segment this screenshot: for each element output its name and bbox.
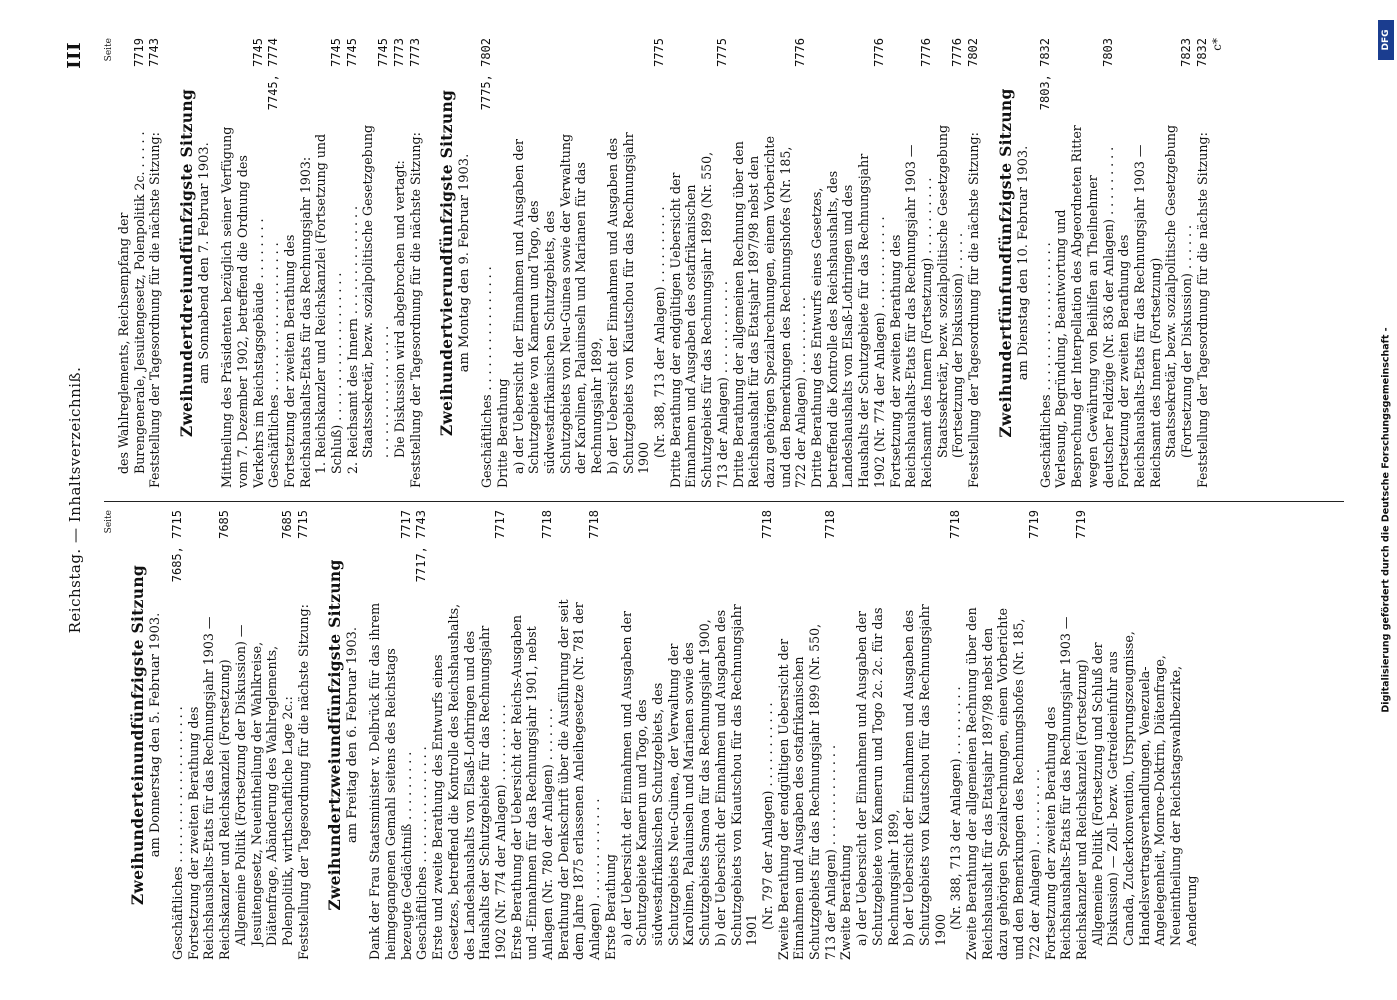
toc-entry-pages: 7773: [407, 38, 422, 67]
toc-entry-text: Allgemeine Politik (Fortsetzung und Schluß der Diskussion) — Zoll- bezw. Getreideeinfuhr aus Canada, Zuckerkonvention, Ursprungszeugnisse, Handelsvertragsverhandlungen, Venezuela-Angelegenheit, Monroe-Doktrin, Diätenfrage, Neueintheilung der Reichstagswahlbezirke, Aenderung: [1089, 631, 1199, 946]
seite-label: Seite: [104, 38, 114, 62]
toc-entry-pages: 7775: [651, 38, 666, 67]
toc-entry: [935, 38, 966, 488]
toc-entry-text: Mittheilung des Präsidenten bezüglich seiner Verfügung vom 7. Dezember 1902, betreffend die Ordnung des Verkehrs im Reichstagsgebäude . . . . . . . .: [219, 126, 266, 488]
sitzung-title: Zweihundertvierundfünfzigste Sitzung: [437, 89, 457, 437]
sitzung-section: [116, 38, 163, 488]
toc-entry-pages: 7745: [376, 38, 391, 67]
toc-entry: [619, 510, 713, 960]
toc-entry-text: b) der Uebersicht der Einnahmen und Ausgaben des Schutzgebiets von Kiautschou für das Rechnungsjahr 1900: [604, 132, 652, 474]
toc-entry: [367, 510, 414, 960]
signature-mark: c*: [1210, 38, 1225, 51]
stamp-text: Digitalisierung gefördert durch die Deutsche Forschungsgemeinschaft -: [1380, 327, 1392, 713]
toc-entry: [282, 38, 313, 488]
toc-entry: [966, 38, 982, 488]
toc-entry-text: Zweite Berathung: [838, 844, 854, 960]
toc-entry: [345, 38, 361, 488]
toc-entry-text: Die Diskussion wird abgebrochen und vertagt:: [391, 160, 407, 458]
toc-entry: [392, 38, 408, 488]
toc-entry-pages: 7775, 7802: [479, 38, 494, 111]
toc-entry: [603, 510, 619, 960]
toc-entry-pages: 7832: [1194, 38, 1209, 67]
toc-entry: [854, 510, 901, 960]
toc-entry-text: Allgemeine Politik (Fortsetzung der Diskussion) — Jesuitengesetz, Neueintheilung der Wahlkreise, Diätenfrage, Abänderung des Wahlreglements, Polenpolitik, wirthschaftliche Lage 2c.:: [232, 624, 295, 946]
dfg-logo: [1378, 20, 1394, 60]
toc-entry-pages: 7685, 7715: [170, 510, 184, 583]
toc-entry-text: Dritte Berathung: [494, 378, 510, 488]
toc-entry-text: Geschäftliches . . . . . . . . . . . . . . . . . . .: [266, 242, 282, 488]
toc-entry-pages: 7745: [250, 38, 265, 67]
toc-entry: [1043, 510, 1090, 960]
left-column: [104, 510, 1344, 960]
toc-entry: [479, 38, 495, 488]
sitzung-section: [996, 38, 1211, 488]
toc-entry-pages: 7717, 7743: [414, 510, 429, 583]
toc-entry-text: Geschäftliches . . . . . . . . . . . . . . . . . . . .: [170, 706, 185, 960]
toc-entry: [296, 510, 312, 960]
sitzung-date: am Freitag den 6. Februar 1903.: [345, 627, 361, 844]
toc-entry-pages: 7718: [822, 510, 837, 539]
toc-entry: [509, 510, 556, 960]
toc-entry-pages: 7719: [1073, 510, 1088, 539]
toc-entry-pages: 7776: [918, 38, 933, 67]
toc-entry-pages: 7803, 7832: [1037, 38, 1052, 111]
toc-entry-text: a) der Uebersicht der Einnahmen und Ausgaben der Schutzgebiete von Kamerun und Togo 2c. 2c. für das Rechnungsjahr 1899,: [854, 607, 901, 946]
toc-entry-text: des Wahlreglements, Reichsempfang der Burengenerale, Jesuitengesetz, Polenpolitik 2c. . . . . .: [116, 131, 147, 474]
toc-entry: [888, 38, 935, 488]
toc-entry-pages: 7776: [950, 38, 965, 67]
toc-entry-pages: 7718: [540, 510, 555, 539]
toc-entry-text: a) der Uebersicht der Einnahmen und Ausgaben der Schutzgebiete Kamerun und Togo, des südwestafrikanischen Schutzgebiets, des Schutzgebiets Neu-Guinea, der Verwaltung der Karolinen, Palauinseln und Marianen sowie des Schutzgebiets Samoa für das Rechnungsjahr 1900,: [618, 610, 713, 946]
toc-entry-pages: 7776: [793, 38, 808, 67]
sitzung-title: Zweihunderteinundfünfzigste Sitzung: [128, 564, 147, 906]
toc-entry-text: Staatssekretär, bezw. sozialpolitische Gesetzgebung (Fortsetzung der Diskussion) . . . . . .: [1163, 124, 1195, 458]
toc-entry: [219, 38, 266, 488]
toc-entry-pages: 7823: [1179, 38, 1194, 67]
running-head: [58, 30, 92, 970]
sitzung-date: am Sonnabend den 7. Februar 1903.: [197, 142, 213, 384]
toc-entry-text: Dritte Berathung der endgültigen Uebersicht der Einnahmen und Ausgaben des ostafrikanischen Schutzgebiets für das Rechnungsjahr 1899 (Nr. 550, 713 der Anlagen) . . . . . . . . . . . .: [667, 151, 730, 488]
running-head-title: Reichstag. — Inhaltsverzeichniß.: [66, 366, 84, 634]
toc-entry: [731, 38, 810, 488]
toc-entry: [760, 510, 776, 960]
toc-entry: [1090, 510, 1200, 960]
toc-entry: [116, 38, 147, 488]
digitization-stamp: [1378, 20, 1394, 1000]
toc-entry: [668, 38, 731, 488]
toc-entry-text: Berathung der Denkschrift über die Ausführung der seit dem Jahre 1875 erlassenen Anleihegesetze (Nr. 781 der Anlagen) . . . . . . . . . . . . .: [555, 599, 603, 960]
toc-entry-pages: 7718: [759, 510, 774, 539]
toc-entry-text: Verlesung, Begründung, Beantwortung und Besprechung der Interpellation des Abgeordneten Ritter wegen Gewährung von Beihilfen an Theilnehmer deutscher Feldzüge (Nr. 836 der Anlagen) . . . . . . . . .: [1053, 125, 1116, 488]
toc-entry: [266, 38, 282, 488]
dfg-logo-text: DFG: [1381, 29, 1391, 51]
toc-entry-pages: 7776: [871, 38, 886, 67]
sitzung-date: am Dienstag den 10. Februar 1903.: [1015, 145, 1031, 381]
toc-entry: [838, 510, 854, 960]
toc-entry-text: 2. Reichsamt des Innern . . . . . . . . . . . . . .: [344, 206, 360, 474]
column-divider: [104, 501, 1344, 502]
toc-entry-text: Fortsetzung der zweiten Berathung des Reichshaushalts-Etats für das Rechnungsjahr 1903 — Reichsamt des Innern (Fortsetzung): [1116, 144, 1163, 488]
seite-label: Seite: [104, 510, 114, 534]
toc-entry: [713, 510, 760, 960]
toc-entry-pages: 7715: [295, 510, 310, 539]
toc-entry: [147, 38, 163, 488]
toc-entry-pages: 7745: [329, 38, 344, 67]
toc-entry-text: (Nr. 388, 713 der Anlagen) . . . . . . . . .: [948, 686, 964, 930]
toc-entry-pages: 7719: [131, 38, 146, 67]
toc-entry: [556, 510, 603, 960]
sitzung-section: [128, 510, 311, 960]
toc-entry: [313, 38, 344, 488]
sitzung-title: Zweihundertzweiundfünfzigste Sitzung: [325, 559, 345, 911]
toc-entry: [605, 38, 652, 488]
toc-entry-text: Erste und zweite Berathung des Entwurfs eines Gesetzes, betreffend die Kontrolle des Reichshaushalts, des Landeshaushalts von Elsaß-Lothringen und des Haushalts der Schutzgebiete für das Rechnungsjahr 1902 (Nr. 774 der Anlagen) . . . . . . . . . .: [430, 603, 508, 960]
page-number: III: [64, 42, 85, 69]
toc-entry-text: Dritte Berathung der allgemeinen Rechnung über den Reichshaushalt für das Etatsjahr 1897/98 nebst den dazu gehörigen Spezialrechnungen, einem Vorberichte und den Bemerkungen des Rechnungshofes (Nr. 185, 722 der Anlagen) . . . . . . . . . .: [730, 136, 809, 488]
toc-entry-pages: 7743: [147, 38, 162, 67]
toc-entry-text: Geschäftliches . . . . . . . . . . . . . . .: [414, 746, 430, 960]
toc-entry-text: Dritte Berathung des Entwurfs eines Gesetzes, betreffend die Kontrolle des Reichshaushalts, des Landeshaushalts von Elsaß-Lothringen und des Haushalts der Schutzgebiete für das Rechnungsjahr 1902 (Nr. 774 der Anlagen) . . . . . . . . . . . .: [809, 153, 887, 488]
toc-entry-pages: 7717: [492, 510, 507, 539]
toc-entry: [233, 510, 296, 960]
toc-entry-text: Dank der Frau Staatsminister v. Delbrück für das ihrem heimgegangenen Gemahl seitens des Reichstags bezeugte Gedächtniß . . . . . . . . .: [367, 602, 414, 960]
sitzung-section: [325, 510, 1199, 960]
toc-entry-text: Geschäftliches . . . . . . . . . . . . . . . . . . .: [1037, 242, 1053, 488]
sitzung-title: Zweihundertfünfundfünfzigste Sitzung: [995, 88, 1015, 438]
toc-entry-text: Staatssekretär, bezw. sozialpolitische Gesetzgebung . . . . . . . . . . . . . . . . .: [360, 124, 392, 458]
toc-entry-text: a) der Uebersicht der Einnahmen und Ausgaben der Schutzgebiete von Kamerun und Togo, des südwestafrikanischen Schutzgebiets, des Schutzgebiets von Neu-Guinea sowie der Verwaltung der Karolinen, Palauinseln und Marianen für das Rechnungsjahr 1899,: [510, 133, 605, 474]
sitzung-section: [177, 38, 423, 488]
toc-entry-text: Feststellung der Tagesordnung für die nächste Sitzung:: [147, 132, 163, 488]
toc-entry-pages: 7745: [344, 38, 359, 67]
toc-entry: [511, 38, 605, 488]
toc-entry-text: Staatssekretär, bezw. sozialpolitische Gesetzgebung (Fortsetzung der Diskussion) . . . . .: [934, 124, 966, 458]
document-page: [58, 30, 1358, 970]
toc-entry-pages: 7718: [587, 510, 602, 539]
toc-entry: [1053, 38, 1116, 488]
toc-entry-pages: 7803: [1100, 38, 1115, 67]
toc-entry-pages: 7718: [948, 510, 963, 539]
toc-entry: [495, 38, 511, 488]
sitzung-section: [437, 38, 982, 488]
sitzung-title: Zweihundertdreiundfünfzigste Sitzung: [177, 88, 197, 438]
toc-entry-pages: 7717: [398, 510, 413, 539]
toc-entry-text: (Nr. 388, 713 der Anlagen) . . . . . . . . . .: [651, 206, 667, 458]
toc-entry-text: Zweite Berathung der allgemeinen Rechnung über den Reichshaushalt für das Etatsjahr 1897/98 nebst den dazu gehörigen Spezialrechnungen, einem Vorberichte und den Bemerkungen des Rechnungshofes (Nr. 185, 722 der Anlagen) . . . . . . . . . .: [964, 607, 1042, 960]
toc-entry-text: b) der Uebersicht der Einnahmen und Ausgaben des Schutzgebiets von Kiautschou für das Rechnungsjahr 1900: [901, 604, 948, 946]
toc-entry: [948, 510, 964, 960]
sitzung-date: am Montag den 9. Februar 1903.: [457, 153, 473, 373]
toc-entry-pages: 7802: [966, 38, 981, 67]
toc-entry: [414, 510, 430, 960]
toc-entry-pages: 7745, 7774: [266, 38, 281, 111]
toc-entry: [1195, 38, 1211, 488]
toc-entry: [408, 38, 424, 488]
toc-entry: [186, 510, 233, 960]
toc-entry: [170, 510, 186, 960]
toc-entry-text: Feststellung der Tagesordnung für die nächste Sitzung:: [966, 132, 982, 488]
toc-entry-text: Fortsetzung der zweiten Berathung des Reichshaushalts-Etats für das Rechnungsjahr 1903 — Reichskanzler und Reichskanzlei (Fortsetzung): [1042, 616, 1089, 960]
toc-entry: [901, 510, 948, 960]
toc-entry-pages: 7775: [714, 38, 729, 67]
toc-entry-text: Feststellung der Tagesordnung für die nächste Sitzung:: [1194, 132, 1210, 488]
toc-entry: [809, 38, 888, 488]
toc-entry-pages: 7685: [217, 510, 232, 539]
right-column: [104, 38, 1344, 488]
toc-entry: [1038, 38, 1054, 488]
toc-entry: [1163, 38, 1194, 488]
toc-entry-text: b) der Uebersicht der Einnahmen und Ausgaben des Schutzgebiets von Kiautschou für das Rechnungsjahr 1901: [712, 604, 760, 946]
toc-entry-pages: 7719: [1026, 510, 1041, 539]
toc-entry-text: (Nr. 797 der Anlagen) . . . . . . . . . . .: [759, 702, 775, 930]
toc-entry-text: Feststellung der Tagesordnung für die nächste Sitzung:: [295, 604, 311, 960]
toc-entry-text: Geschäftliches . . . . . . . . . . . . . . . .: [479, 266, 495, 488]
toc-entry-pages: 7685: [279, 510, 294, 539]
toc-entry: [776, 510, 839, 960]
toc-entry-text: Erste Berathung der Uebersicht der Reichs-Ausgaben und -Einnahmen für das Rechnungsjahr 1901, nebst Anlagen (Nr. 780 der Anlagen) . . . . . . .: [508, 615, 556, 960]
sitzung-date: am Donnerstag den 5. Februar 1903.: [148, 612, 163, 858]
toc-entry-text: Fortsetzung der zweiten Berathung des Reichshaushalts-Etats für das Rechnungsjahr 1903:: [281, 156, 313, 488]
toc-entry-text: Erste Berathung: [602, 854, 618, 960]
toc-entry: [652, 38, 668, 488]
toc-entry: [360, 38, 391, 488]
toc-entry-pages: 7773: [391, 38, 406, 67]
toc-entry-text: 1. Reichskanzler und Reichskanzlei (Fortsetzung und Schluß) . . . . . . . . . . . . . . . . . . .: [313, 133, 345, 474]
toc-entry: [1116, 38, 1163, 488]
toc-entry-text: Fortsetzung der zweiten Berathung des Reichshaushalts-Etats für das Rechnungsjahr 1903 — Reichskanzler und Reichskanzlei (Fortsetzung): [185, 616, 233, 960]
toc-entry: [430, 510, 509, 960]
toc-entry: [964, 510, 1043, 960]
toc-entry-text: Fortsetzung der zweiten Berathung des Reichshaushalts-Etats für das Rechnungsjahr 1903 — Reichsamt des Innern (Fortsetzung) . . . . . . . . . .: [887, 144, 934, 488]
toc-entry-text: Feststellung der Tagesordnung für die nächste Sitzung:: [407, 132, 423, 488]
toc-entry-text: Zweite Berathung der endgültigen Uebersicht der Einnahmen und Ausgaben des ostafrikanischen Schutzgebiets für das Rechnungsjahr 1899 (Nr. 550, 713 der Anlagen) . . . . . . . . . . . . .: [775, 623, 838, 960]
